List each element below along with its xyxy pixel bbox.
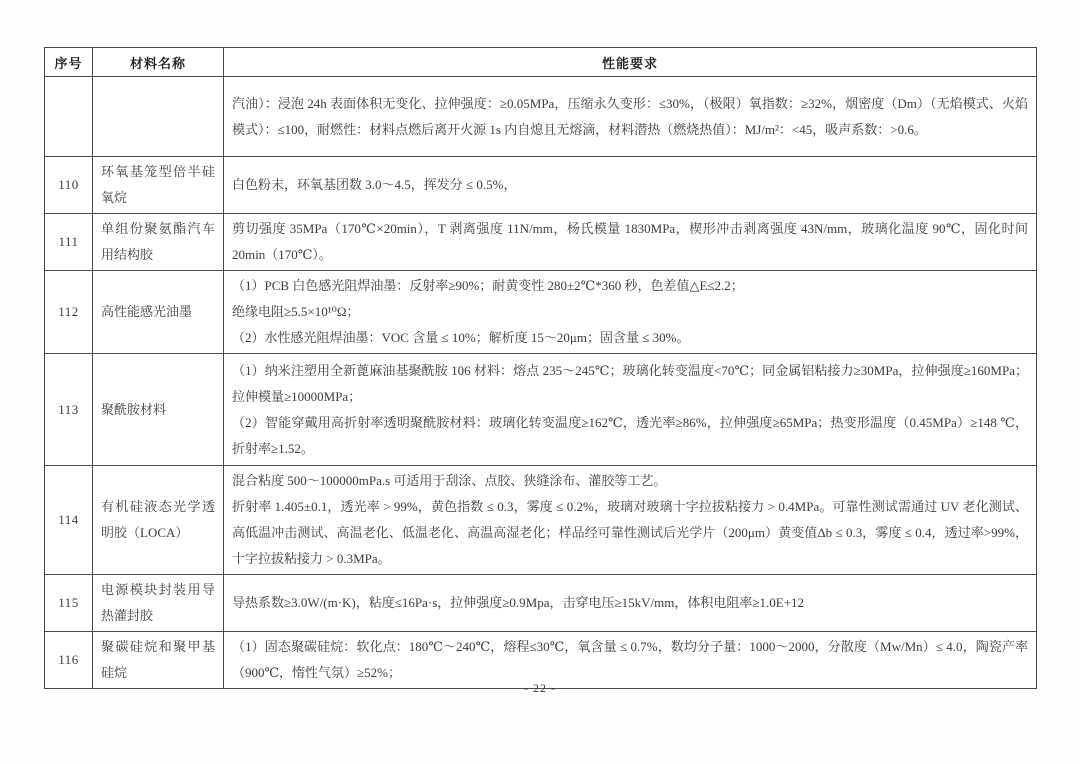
row-index: 112	[45, 271, 93, 353]
table-row-115	[45, 575, 1036, 632]
material-name: 聚酰胺材料	[93, 354, 224, 465]
requirement-paragraph: 导热系数≥3.0W/(m·K)，粘度≤16Pa·s，拉伸强度≥0.9Mpa，击穿电压≥15kV/mm，体积电阻率≥1.0E+12	[232, 595, 805, 610]
requirements-cell	[224, 354, 1036, 465]
row-index: 113	[45, 354, 93, 465]
table-row-111	[45, 214, 1036, 271]
material-name: 环氧基笼型倍半硅氧烷	[93, 157, 224, 213]
requirement-paragraph: 汽油）：浸泡 24h 表面体积无变化、拉伸强度：≥0.05MPa，压缩永久变形：≤30%，（极限）氧指数：≥32%，烟密度（Dm）（无焰模式、火焰模式）：≤100，耐燃性：材料点燃后离开火源 1s 内自熄且无熔滴，材料潜热（燃烧热值）：MJ/m²：<45，吸声系数：>0.6。	[232, 95, 1028, 137]
header-col-name: 材料名称	[93, 48, 224, 76]
table-row-continuation	[45, 77, 1036, 157]
requirement-paragraph: 剪切强度 35MPa（170℃×20min），T 剥离强度 11N/mm，杨氏模量 1830MPa，楔形冲击剥离强度 43N/mm，玻璃化温度 90℃，固化时间 20min（170℃）。	[232, 221, 1028, 262]
material-name: 电源模块封装用导热灌封胶	[93, 575, 224, 631]
materials-requirements-table	[44, 47, 1037, 689]
material-name: 单组份聚氨酯汽车用结构胶	[93, 214, 224, 270]
header-col-index: 序号	[45, 48, 93, 76]
requirements-cell	[224, 77, 1036, 156]
row-index: 116	[45, 632, 93, 688]
table-row-114	[45, 466, 1036, 575]
row-index: 115	[45, 575, 93, 631]
requirement-paragraph: 混合粘度 500～100000mPa.s 可适用于刮涂、点胶、狭缝涂布、灌胶等工艺。	[232, 473, 667, 488]
table-header-row	[45, 48, 1036, 77]
requirements-cell	[224, 157, 1036, 213]
table-row-116	[45, 632, 1036, 688]
page-number: - 22 -	[524, 681, 556, 695]
row-index	[45, 77, 93, 156]
row-index: 111	[45, 214, 93, 270]
table-row-110	[45, 157, 1036, 214]
requirement-paragraph: （2）水性感光阻焊油墨：VOC 含量 ≤ 10%；解析度 15～20μm；固含量 ≤ 30%。	[232, 330, 690, 345]
requirement-paragraph: 白色粉末，环氧基团数 3.0～4.5，挥发分 ≤ 0.5%，	[232, 177, 517, 192]
material-name: 高性能感光油墨	[93, 271, 224, 353]
requirement-paragraph: （1）固态聚碳硅烷：软化点：180℃～240℃，熔程≤30℃，氧含量 ≤ 0.7%，数均分子量：1000～2000，分散度（Mw/Mn）≤ 4.0，陶瓷产率（900℃，惰性气氛）≥52%；	[232, 639, 1028, 680]
requirements-cell	[224, 575, 1036, 631]
requirements-cell	[224, 466, 1036, 574]
requirement-paragraph: （1）纳米注塑用全新蓖麻油基聚酰胺 106 材料：熔点 235～245℃；玻璃化转变温度<70℃；同金属铝粘接力≥30MPa，拉伸强度≥160MPa；拉伸模量≥10000MPa；	[232, 362, 1028, 404]
requirements-cell	[224, 271, 1036, 353]
table-row-112	[45, 271, 1036, 354]
requirement-paragraph: 绝缘电阻≥5.5×10¹⁰Ω；	[232, 304, 360, 319]
requirement-paragraph: （1）PCB 白色感光阻焊油墨：反射率≥90%；耐黄变性 280±2℃*360 秒，色差值△E≤2.2；	[232, 278, 744, 293]
row-index: 114	[45, 466, 93, 574]
requirement-paragraph: （2）智能穿戴用高折射率透明聚酰胺材料：玻璃化转变温度≥162℃，透光率≥86%，拉伸强度≥65MPa；热变形温度（0.45MPa）≥148 ℃，折射率≥1.52。	[232, 414, 1028, 456]
requirements-cell	[224, 632, 1036, 688]
material-name	[93, 77, 224, 156]
requirements-cell	[224, 214, 1036, 270]
material-name: 有机硅液态光学透明胶（LOCA）	[93, 466, 224, 574]
table-row-113	[45, 354, 1036, 466]
material-name: 聚碳硅烷和聚甲基硅烷	[93, 632, 224, 688]
row-index: 110	[45, 157, 93, 213]
header-col-requirements: 性能要求	[601, 55, 658, 71]
requirement-paragraph: 折射率 1.405±0.1，透光率 > 99%，黄色指数 ≤ 0.3，雾度 ≤ 0.2%，玻璃对玻璃十字拉拔粘接力 > 0.4MPa。可靠性测试需通过 UV 老化测试、高低温冲击测试、高温老化、低温老化、高温高湿老化；样品经可靠性测试后光学片（200μm）黄变值Δb ≤ 0.3，雾度 ≤ 0.4，透过率>99%，十字拉拔粘接力 > 0.3MPa。	[232, 499, 1028, 566]
